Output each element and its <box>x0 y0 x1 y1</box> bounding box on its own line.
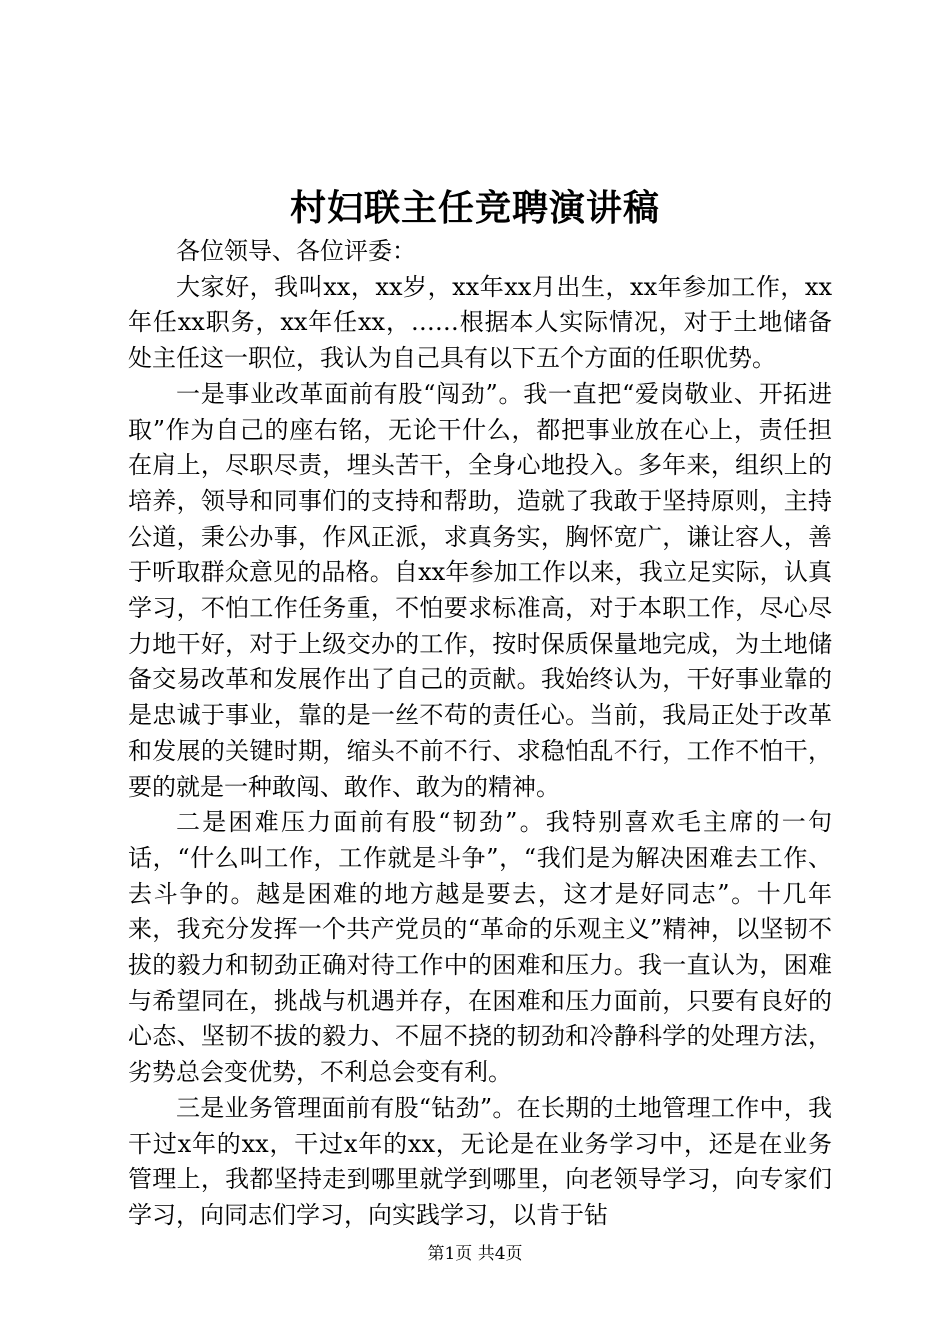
intro-paragraph: 大家好，我叫xx，xx岁，xx年xx月出生，xx年参加工作，xx年任xx职务，xx年任xx，……根据本人实际情况，对于土地储备处主任这一职位，我认为自己具有以下五个方面的任职优势。 <box>128 272 832 373</box>
salutation-paragraph: 各位领导、各位评委： <box>176 237 416 265</box>
body-paragraph-1: 一是事业改革面前有股“闯劲”。我一直把“爱岗敬业、开拓进取”作为自己的座右铭，无论干什么，都把事业放在心上，责任担在肩上，尽职尽责，埋头苦干，全身心地投入。多年来，组织上的培养，领导和同事们的支持和帮助，造就了我敢于坚持原则，主持公道，秉公办事，作风正派，求真务实，胸怀宽广，谦让容人，善于听取群众意见的品格。自xx年参加工作以来，我立足实际，认真学习，不怕工作任务重，不怕要求标准高，对于本职工作，尽心尽力地干好，对于上级交办的工作，按时保质保量地完成，为土地储备交易改革和发展作出了自己的贡献。我始终认为，干好事业靠的是忠诚于事业，靠的是一丝不苟的责任心。当前，我局正处于改革和发展的关键时期，缩头不前不行、求稳怕乱不行，工作不怕干，要的就是一种敢闯、敢作、敢为的精神。 <box>128 379 832 801</box>
document-body <box>128 234 832 1234</box>
page-number-footer: 第1页 共4页 <box>427 1244 523 1264</box>
document-title: 村妇联主任竞聘演讲稿 <box>289 187 660 229</box>
body-paragraph-2: 二是困难压力面前有股“韧劲”。我特别喜欢毛主席的一句话，“什么叫工作，工作就是斗争”，“我们是为解决困难去工作、去斗争的。越是困难的地方越是要去，这才是好同志”。十几年来，我充分发挥一个共产党员的“革命的乐观主义”精神，以坚韧不拔的毅力和韧劲正确对待工作中的困难和压力。我一直认为，困难与希望同在，挑战与机遇并存，在困难和压力面前，只要有良好的心态、坚韧不拔的毅力、不屈不挠的韧劲和冷静科学的处理方法，劣势总会变优势，不利总会变有利。 <box>128 808 832 1087</box>
body-paragraph-3: 三是业务管理面前有股“钻劲”。在长期的土地管理工作中，我干过x年的xx，干过x年的xx，无论是在业务学习中，还是在业务管理上，我都坚持走到哪里就学到哪里，向老领导学习，向专家们学习，向同志们学习，向实践学习，以肯于钻 <box>128 1093 832 1229</box>
